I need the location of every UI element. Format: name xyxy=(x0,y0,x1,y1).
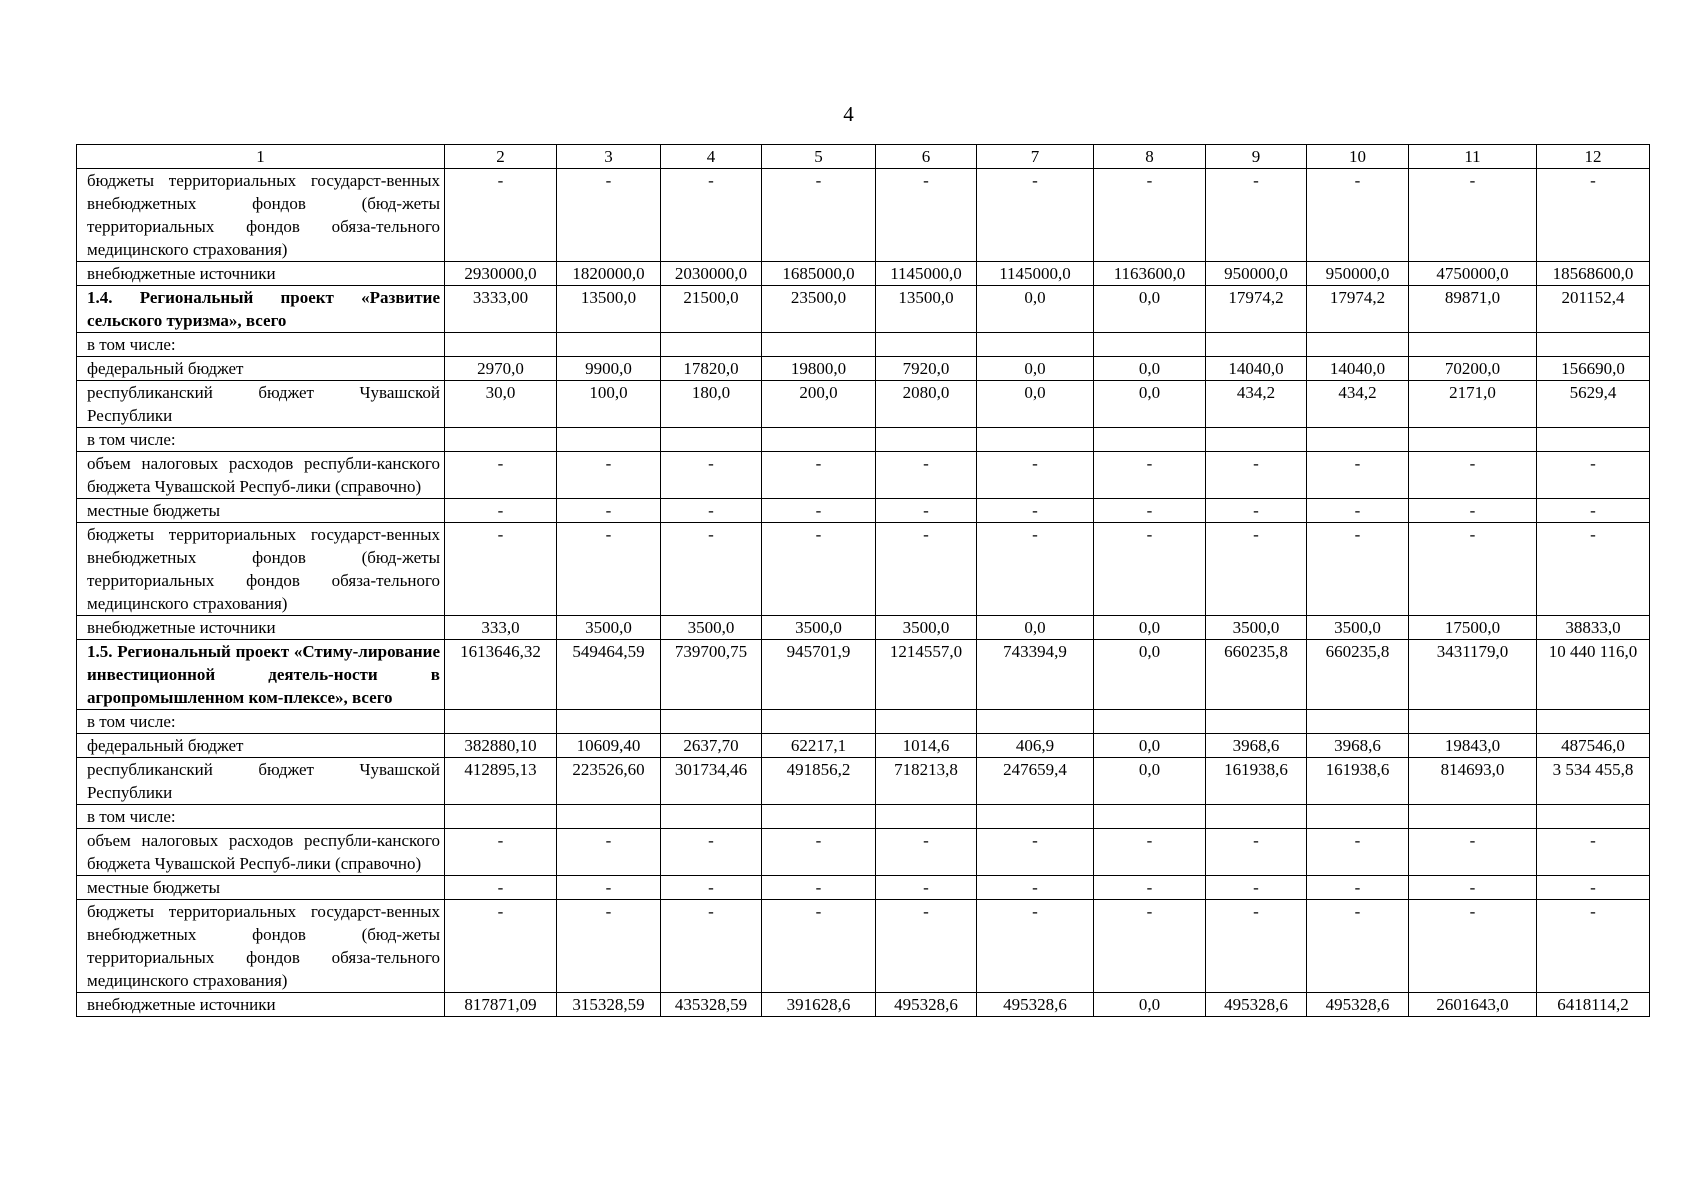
row-label: внебюджетные источники xyxy=(77,616,445,640)
value-cell: - xyxy=(1094,829,1206,876)
value-cell: 13500,0 xyxy=(876,286,977,333)
value-cell: - xyxy=(445,876,557,900)
value-cell: 0,0 xyxy=(1094,286,1206,333)
value-cell: 30,0 xyxy=(445,381,557,428)
value-cell: - xyxy=(661,452,762,499)
value-cell: - xyxy=(1537,169,1650,262)
value-cell: 814693,0 xyxy=(1409,758,1537,805)
value-cell: - xyxy=(1537,900,1650,993)
value-cell: - xyxy=(876,523,977,616)
value-cell: - xyxy=(1409,169,1537,262)
table-row xyxy=(77,616,1650,640)
row-label: республиканский бюджет Чувашской Республики xyxy=(77,758,445,805)
table-row xyxy=(77,262,1650,286)
table-row xyxy=(77,900,1650,993)
value-cell: 660235,8 xyxy=(1206,640,1307,710)
row-label: федеральный бюджет xyxy=(77,734,445,758)
value-cell: 6418114,2 xyxy=(1537,993,1650,1017)
value-cell: 38833,0 xyxy=(1537,616,1650,640)
value-cell: 2171,0 xyxy=(1409,381,1537,428)
page-number: 4 xyxy=(843,102,854,126)
value-cell: 62217,1 xyxy=(762,734,876,758)
value-cell: 1685000,0 xyxy=(762,262,876,286)
value-cell: - xyxy=(1094,452,1206,499)
value-cell: 950000,0 xyxy=(1206,262,1307,286)
table-row xyxy=(77,169,1650,262)
table-row xyxy=(77,829,1650,876)
value-cell: 495328,6 xyxy=(977,993,1094,1017)
value-cell: - xyxy=(445,829,557,876)
value-cell: - xyxy=(445,452,557,499)
value-cell: 19800,0 xyxy=(762,357,876,381)
value-cell xyxy=(1537,428,1650,452)
value-cell: 1163600,0 xyxy=(1094,262,1206,286)
value-cell: 201152,4 xyxy=(1537,286,1650,333)
value-cell: 1214557,0 xyxy=(876,640,977,710)
value-cell: - xyxy=(762,169,876,262)
value-cell xyxy=(661,710,762,734)
value-cell xyxy=(661,805,762,829)
value-cell: - xyxy=(876,169,977,262)
value-cell xyxy=(557,428,661,452)
row-label: объем налоговых расходов республи-канского бюджета Чувашской Респуб-лики (справочно) xyxy=(77,829,445,876)
value-cell: 161938,6 xyxy=(1206,758,1307,805)
value-cell: 247659,4 xyxy=(977,758,1094,805)
column-number: 1 xyxy=(77,145,445,169)
row-label: местные бюджеты xyxy=(77,876,445,900)
value-cell: - xyxy=(1094,499,1206,523)
value-cell: - xyxy=(661,829,762,876)
table-row xyxy=(77,523,1650,616)
row-label: бюджеты территориальных государст-венных внебюджетных фондов (бюд-жеты территориальных фондов обяза-тельного медицинского страхования) xyxy=(77,523,445,616)
column-number: 10 xyxy=(1307,145,1409,169)
row-label: бюджеты территориальных государст-венных внебюджетных фондов (бюд-жеты территориальных фондов обяза-тельного медицинского страхования) xyxy=(77,169,445,262)
value-cell: - xyxy=(876,829,977,876)
value-cell: 315328,59 xyxy=(557,993,661,1017)
value-cell: 817871,09 xyxy=(445,993,557,1017)
value-cell: 3500,0 xyxy=(1307,616,1409,640)
value-cell xyxy=(762,805,876,829)
value-cell: 412895,13 xyxy=(445,758,557,805)
value-cell: - xyxy=(557,523,661,616)
table-row xyxy=(77,499,1650,523)
value-cell: - xyxy=(1409,876,1537,900)
value-cell: - xyxy=(557,829,661,876)
value-cell: 950000,0 xyxy=(1307,262,1409,286)
value-cell xyxy=(1409,805,1537,829)
value-cell: 0,0 xyxy=(977,357,1094,381)
value-cell: - xyxy=(1409,523,1537,616)
value-cell xyxy=(876,333,977,357)
value-cell: - xyxy=(876,499,977,523)
value-cell xyxy=(977,428,1094,452)
value-cell: 434,2 xyxy=(1206,381,1307,428)
value-cell xyxy=(1537,333,1650,357)
value-cell: - xyxy=(1537,876,1650,900)
value-cell xyxy=(977,333,1094,357)
value-cell: - xyxy=(762,900,876,993)
value-cell: 3968,6 xyxy=(1206,734,1307,758)
value-cell: - xyxy=(1307,523,1409,616)
value-cell: - xyxy=(1409,829,1537,876)
project-title-cell: 1.4. Региональный проект «Развитие сельского туризма», всего xyxy=(77,286,445,333)
value-cell xyxy=(445,428,557,452)
value-cell: - xyxy=(876,452,977,499)
value-cell: 23500,0 xyxy=(762,286,876,333)
value-cell: 434,2 xyxy=(1307,381,1409,428)
value-cell: 406,9 xyxy=(977,734,1094,758)
value-cell: - xyxy=(1206,900,1307,993)
value-cell: 180,0 xyxy=(661,381,762,428)
table-row xyxy=(77,357,1650,381)
value-cell: - xyxy=(1307,452,1409,499)
value-cell xyxy=(762,333,876,357)
value-cell xyxy=(1206,710,1307,734)
table-row xyxy=(77,428,1650,452)
value-cell: 1820000,0 xyxy=(557,262,661,286)
value-cell: 739700,75 xyxy=(661,640,762,710)
value-cell xyxy=(661,333,762,357)
value-cell: - xyxy=(762,829,876,876)
value-cell: 0,0 xyxy=(1094,381,1206,428)
value-cell xyxy=(876,805,977,829)
table-row xyxy=(77,640,1650,710)
value-cell: 743394,9 xyxy=(977,640,1094,710)
value-cell: - xyxy=(1094,523,1206,616)
value-cell xyxy=(1537,805,1650,829)
row-label: объем налоговых расходов республи-канского бюджета Чувашской Респуб-лики (справочно) xyxy=(77,452,445,499)
value-cell: - xyxy=(1409,900,1537,993)
budget-table xyxy=(76,144,1650,1017)
value-cell: 3500,0 xyxy=(661,616,762,640)
column-number-row xyxy=(77,145,1650,169)
value-cell: - xyxy=(1206,169,1307,262)
column-number: 3 xyxy=(557,145,661,169)
value-cell: - xyxy=(1307,876,1409,900)
value-cell: - xyxy=(557,876,661,900)
table-row xyxy=(77,805,1650,829)
table-row xyxy=(77,710,1650,734)
value-cell: - xyxy=(977,876,1094,900)
value-cell xyxy=(1206,333,1307,357)
row-label: внебюджетные источники xyxy=(77,262,445,286)
value-cell: - xyxy=(762,523,876,616)
value-cell: 2030000,0 xyxy=(661,262,762,286)
value-cell: 89871,0 xyxy=(1409,286,1537,333)
value-cell: 3 534 455,8 xyxy=(1537,758,1650,805)
value-cell: - xyxy=(1409,452,1537,499)
table-row xyxy=(77,381,1650,428)
value-cell: 200,0 xyxy=(762,381,876,428)
value-cell: 0,0 xyxy=(1094,734,1206,758)
column-number: 7 xyxy=(977,145,1094,169)
value-cell: - xyxy=(1206,876,1307,900)
value-cell: - xyxy=(1307,829,1409,876)
value-cell xyxy=(445,333,557,357)
value-cell: - xyxy=(762,876,876,900)
value-cell xyxy=(1094,805,1206,829)
value-cell xyxy=(1307,333,1409,357)
value-cell: 1145000,0 xyxy=(876,262,977,286)
value-cell: - xyxy=(557,452,661,499)
value-cell: - xyxy=(876,900,977,993)
row-label: бюджеты территориальных государст-венных внебюджетных фондов (бюд-жеты территориальных фондов обяза-тельного медицинского страхования) xyxy=(77,900,445,993)
value-cell: 17820,0 xyxy=(661,357,762,381)
row-label: в том числе: xyxy=(77,710,445,734)
value-cell: 0,0 xyxy=(977,616,1094,640)
value-cell: 17974,2 xyxy=(1206,286,1307,333)
value-cell: - xyxy=(1537,523,1650,616)
value-cell: - xyxy=(977,499,1094,523)
value-cell: - xyxy=(661,523,762,616)
value-cell: 3431179,0 xyxy=(1409,640,1537,710)
value-cell: 3500,0 xyxy=(876,616,977,640)
value-cell: - xyxy=(1094,876,1206,900)
value-cell: - xyxy=(977,829,1094,876)
value-cell xyxy=(1206,428,1307,452)
value-cell: 13500,0 xyxy=(557,286,661,333)
value-cell: - xyxy=(557,169,661,262)
table-row xyxy=(77,452,1650,499)
value-cell: - xyxy=(661,900,762,993)
value-cell: - xyxy=(445,900,557,993)
value-cell: 2601643,0 xyxy=(1409,993,1537,1017)
value-cell: 223526,60 xyxy=(557,758,661,805)
value-cell: 2930000,0 xyxy=(445,262,557,286)
value-cell xyxy=(762,710,876,734)
value-cell xyxy=(1307,710,1409,734)
value-cell: 10609,40 xyxy=(557,734,661,758)
value-cell xyxy=(1307,428,1409,452)
value-cell xyxy=(1094,710,1206,734)
value-cell: - xyxy=(977,169,1094,262)
column-number: 12 xyxy=(1537,145,1650,169)
value-cell xyxy=(977,805,1094,829)
value-cell: - xyxy=(1537,499,1650,523)
value-cell: 3500,0 xyxy=(1206,616,1307,640)
value-cell xyxy=(1409,428,1537,452)
value-cell: - xyxy=(977,900,1094,993)
project-title-cell: 1.5. Региональный проект «Стиму-лирование инвестиционной деятель-ности в агропромышленном ком-плексе», всего xyxy=(77,640,445,710)
value-cell xyxy=(445,710,557,734)
value-cell: 491856,2 xyxy=(762,758,876,805)
value-cell: - xyxy=(762,499,876,523)
value-cell: 301734,46 xyxy=(661,758,762,805)
row-label: внебюджетные источники xyxy=(77,993,445,1017)
column-number: 8 xyxy=(1094,145,1206,169)
value-cell: 2970,0 xyxy=(445,357,557,381)
value-cell: 0,0 xyxy=(1094,640,1206,710)
value-cell: 435328,59 xyxy=(661,993,762,1017)
row-label: в том числе: xyxy=(77,805,445,829)
value-cell: 3500,0 xyxy=(762,616,876,640)
column-number: 9 xyxy=(1206,145,1307,169)
value-cell xyxy=(445,805,557,829)
value-cell: 333,0 xyxy=(445,616,557,640)
value-cell: 382880,10 xyxy=(445,734,557,758)
value-cell: - xyxy=(1307,499,1409,523)
value-cell: - xyxy=(1537,829,1650,876)
column-number: 11 xyxy=(1409,145,1537,169)
value-cell: - xyxy=(557,499,661,523)
value-cell: 0,0 xyxy=(1094,357,1206,381)
value-cell xyxy=(876,428,977,452)
value-cell: 3500,0 xyxy=(557,616,661,640)
value-cell: 0,0 xyxy=(1094,993,1206,1017)
value-cell: - xyxy=(557,900,661,993)
table-row xyxy=(77,993,1650,1017)
value-cell: 100,0 xyxy=(557,381,661,428)
value-cell: 156690,0 xyxy=(1537,357,1650,381)
table-body xyxy=(77,145,1650,1017)
value-cell: 2637,70 xyxy=(661,734,762,758)
value-cell xyxy=(1094,333,1206,357)
column-number: 2 xyxy=(445,145,557,169)
value-cell: - xyxy=(1094,900,1206,993)
value-cell: - xyxy=(1307,900,1409,993)
row-label: в том числе: xyxy=(77,428,445,452)
value-cell: 495328,6 xyxy=(1206,993,1307,1017)
value-cell: 70200,0 xyxy=(1409,357,1537,381)
value-cell xyxy=(876,710,977,734)
column-number: 5 xyxy=(762,145,876,169)
value-cell: - xyxy=(445,499,557,523)
value-cell: 161938,6 xyxy=(1307,758,1409,805)
value-cell: 0,0 xyxy=(977,381,1094,428)
value-cell: - xyxy=(1206,523,1307,616)
value-cell: - xyxy=(1206,452,1307,499)
value-cell: 19843,0 xyxy=(1409,734,1537,758)
value-cell xyxy=(1409,710,1537,734)
value-cell: 14040,0 xyxy=(1206,357,1307,381)
row-label: федеральный бюджет xyxy=(77,357,445,381)
value-cell: 4750000,0 xyxy=(1409,262,1537,286)
value-cell: 495328,6 xyxy=(1307,993,1409,1017)
value-cell: - xyxy=(1537,452,1650,499)
column-number: 6 xyxy=(876,145,977,169)
value-cell: - xyxy=(762,452,876,499)
value-cell: - xyxy=(1206,829,1307,876)
value-cell: - xyxy=(445,523,557,616)
value-cell: 3968,6 xyxy=(1307,734,1409,758)
value-cell: 17500,0 xyxy=(1409,616,1537,640)
value-cell: - xyxy=(876,876,977,900)
row-label: республиканский бюджет Чувашской Республики xyxy=(77,381,445,428)
value-cell: 17974,2 xyxy=(1307,286,1409,333)
value-cell: 549464,59 xyxy=(557,640,661,710)
value-cell: - xyxy=(1206,499,1307,523)
value-cell: - xyxy=(661,499,762,523)
value-cell: 487546,0 xyxy=(1537,734,1650,758)
table-row xyxy=(77,286,1650,333)
value-cell: - xyxy=(1307,169,1409,262)
value-cell xyxy=(557,333,661,357)
table-row xyxy=(77,734,1650,758)
value-cell: 391628,6 xyxy=(762,993,876,1017)
table-row xyxy=(77,876,1650,900)
value-cell: 14040,0 xyxy=(1307,357,1409,381)
value-cell: 1613646,32 xyxy=(445,640,557,710)
table-row xyxy=(77,758,1650,805)
value-cell xyxy=(1094,428,1206,452)
value-cell xyxy=(661,428,762,452)
value-cell xyxy=(557,710,661,734)
value-cell: 1014,6 xyxy=(876,734,977,758)
column-number: 4 xyxy=(661,145,762,169)
value-cell: - xyxy=(977,523,1094,616)
table-row xyxy=(77,333,1650,357)
value-cell: 18568600,0 xyxy=(1537,262,1650,286)
value-cell: 718213,8 xyxy=(876,758,977,805)
value-cell xyxy=(1537,710,1650,734)
value-cell: - xyxy=(977,452,1094,499)
value-cell: - xyxy=(661,876,762,900)
value-cell: 1145000,0 xyxy=(977,262,1094,286)
value-cell xyxy=(1307,805,1409,829)
value-cell xyxy=(1409,333,1537,357)
value-cell: - xyxy=(1409,499,1537,523)
value-cell: 7920,0 xyxy=(876,357,977,381)
row-label: местные бюджеты xyxy=(77,499,445,523)
value-cell xyxy=(977,710,1094,734)
value-cell: 2080,0 xyxy=(876,381,977,428)
value-cell: 0,0 xyxy=(1094,616,1206,640)
value-cell: 9900,0 xyxy=(557,357,661,381)
value-cell xyxy=(762,428,876,452)
value-cell: 945701,9 xyxy=(762,640,876,710)
value-cell: 0,0 xyxy=(977,286,1094,333)
value-cell xyxy=(1206,805,1307,829)
value-cell: 3333,00 xyxy=(445,286,557,333)
value-cell: - xyxy=(661,169,762,262)
value-cell: 21500,0 xyxy=(661,286,762,333)
value-cell xyxy=(557,805,661,829)
value-cell: 5629,4 xyxy=(1537,381,1650,428)
value-cell: 10 440 116,0 xyxy=(1537,640,1650,710)
value-cell: 660235,8 xyxy=(1307,640,1409,710)
value-cell: 495328,6 xyxy=(876,993,977,1017)
value-cell: - xyxy=(1094,169,1206,262)
value-cell: 0,0 xyxy=(1094,758,1206,805)
row-label: в том числе: xyxy=(77,333,445,357)
value-cell: - xyxy=(445,169,557,262)
